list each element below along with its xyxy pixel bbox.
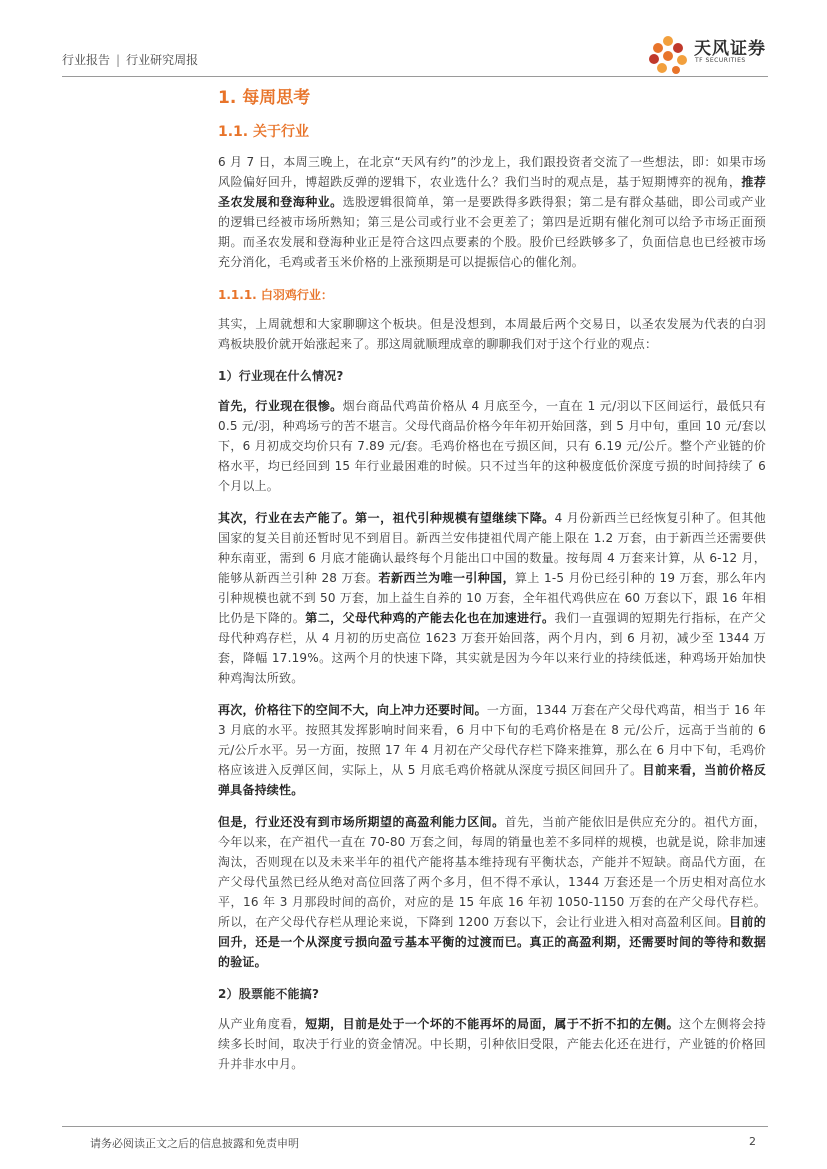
paragraph-broiler-intro: 其实，上周就想和大家聊聊这个板块。但是没想到，本周最后两个交易日，以圣农发展为代表的白羽鸡板块股价就开始涨起来了。那这周就顺理成章的聊聊我们对于这个行业的观点：	[218, 317, 766, 351]
paragraph-first	[218, 396, 766, 496]
bold-run: 目前来看，当前价格反弹具备持续性。	[218, 763, 766, 797]
page-header	[62, 40, 768, 77]
page-footer	[62, 1126, 768, 1150]
text-run: 烟台商品代鸡苗价格从 4 月底至今，一直在 1 元/羽以下区间运行，最低只有 0.5 元/羽，种鸡场亏的苦不堪言。父母代商品价格今年年初开始回落，到 5 月中旬，重回 10 元/套以下，6 月初成交均价只有 7.89 元/套。毛鸡价格也在亏损区间，只有 6.19 元/公斤。整个产业链的价格水平，均已经回到 15 年行业最困难的时候。只不过当年的这种极度低价深度亏损的时间持续了 6 个月以上。	[218, 399, 766, 493]
text-run: 选股逻辑很简单，第一是要跌得多跌得狠；第二是有群众基础，即公司或产业的逻辑已经被市场所熟知；第三是公司或行业不会更差了；第四是近期有催化剂可以给予市场正面预期。而圣农发展和登海种业正是符合这四点要素的个股。股价已经跌够多了，负面信息也已经被市场充分消化，毛鸡或者玉米价格的上涨预期是可以提振信心的催化剂。	[218, 195, 766, 269]
bold-run: 首先，行业现在很惨。	[218, 399, 343, 413]
subsubsection-title: 1.1.1. 白羽鸡行业：	[218, 288, 333, 302]
subcategory-label: 行业研究周报	[126, 53, 199, 67]
section-title: 1. 每周思考	[218, 88, 311, 108]
bold-run: 目前的回升，还是一个从深度亏损向盈亏基本平衡的过渡而已。真正的高盈利期，还需要时间的等待和数据的验证。	[218, 915, 766, 969]
paragraph-third	[218, 700, 766, 800]
bold-run: 其次，行业在去产能了。第一，祖代引种规模有望继续下降。	[218, 511, 555, 525]
bold-run: 若新西兰为唯一引种国，	[378, 571, 515, 585]
text-run: 这个左侧将会持续多长时间，取决于行业的资金情况。中长期，引种依旧受限，产能去化还在进行，产业链的价格回升并非水中月。	[218, 1017, 766, 1071]
text-run: 6 月 7 日，本周三晚上，在北京“天风有约”的沙龙上，我们跟投资者交流了一些想法，即：如果市场风险偏好回升，博超跌反弹的逻辑下，农业选什么？我们当时的观点是，基于短期博弈的视角，	[218, 155, 766, 189]
text-run: 从产业角度看，	[218, 1017, 306, 1031]
category-label: 行业报告	[62, 53, 111, 67]
disclaimer-link: 请务必阅读正文之后的信息披露和免责申明	[90, 1137, 299, 1150]
paragraph-fourth	[218, 812, 766, 972]
paragraph-second	[218, 508, 766, 688]
question-heading-1: 1）行业现在什么情况?	[218, 369, 344, 383]
paragraph-intro	[218, 152, 766, 272]
text-run: 我们一直强调的短期先行指标，在产父母代种鸡存栏，从 4 月初的历史高位 1623 万套开始回落，两个月内，到 6 月初，减少至 1344 万套，降幅 17.19%。这两个月的快速下降，其实就是因为今年以来行业的持续低迷，种鸡场开始加快种鸡淘汰所致。	[218, 611, 766, 685]
paragraph-fifth	[218, 1014, 766, 1074]
bold-run: 短期，目前是处于一个坏的不能再坏的局面，属于不折不扣的左侧。	[305, 1017, 680, 1031]
main-content	[218, 80, 766, 1086]
header-separator: |	[116, 53, 121, 67]
tf-securities-logo	[646, 34, 766, 76]
subsection-title: 1.1. 关于行业	[218, 124, 309, 140]
text-run: 算上 1-5 月份已经引种的 19 万套，那么年内引种规模也就不到 50 万套，加上益生自养的 10 万套，全年祖代鸡供应在 60 万套以下，跟 16 年相比仍是下降的。	[218, 571, 766, 625]
page-number: 2	[749, 1135, 756, 1148]
logo-english: TF SECURITIES	[695, 57, 746, 64]
report-category	[62, 51, 198, 68]
bold-run: 但是，行业还没有到市场所期望的高盈利能力区间。	[218, 815, 505, 829]
logo-name: 天风证券	[694, 39, 766, 59]
question-heading-2: 2）股票能不能搞?	[218, 987, 320, 1001]
bold-run: 推荐圣农发展和登海种业。	[218, 175, 767, 209]
bold-run: 再次，价格往下的空间不大，向上冲力还要时间。	[218, 703, 487, 717]
text-run: 首先，当前产能依旧是供应充分的。祖代方面，今年以来，在产祖代一直在 70-80 万套之间，每周的销量也差不多同样的规模，也就是说，除非加速淘汰，否则现在以及未来半年的祖代产能将基本维持现有平衡状态，产能并不短缺。商品代方面，在产父母代虽然已经从绝对高位回落了两个多月，但不得不承认，1344 万套还是一个历史相对高位水平，16 年 3 月那段时间的高价，对应的是 15 年底 16 年初 1050-1150 万套的在产父母代存栏。所以，在产父母代存栏从理论来说，下降到 1200 万套以下，会让行业进入相对高盈利区间。	[218, 815, 766, 929]
bold-run: 第二，父母代种鸡的产能去化也在加速进行。	[305, 611, 555, 625]
logo-mark-icon	[646, 34, 690, 76]
text-run: 一方面，1344 万套在产父母代鸡苗，相当于 16 年 3 月底的水平。按照其发挥影响时间来看，6 月中下旬的毛鸡价格是在 8 元/公斤，远高于当前的 6 元/公斤水平。另一方面，按照 17 年 4 月初在产父母代存栏下降来推算，那么在 6 月中下旬，毛鸡价格应该进入反弹区间，实际上，从 5 月底毛鸡价格就从深度亏损区间回升了。	[218, 703, 767, 777]
text-run: 4 月份新西兰已经恢复引种了。但其他国家的复关目前还暂时见不到眉目。新西兰安伟捷祖代周产能上限在 1.2 万套，由于新西兰还需要供种东南亚，需到 6 月底才能确认最终每个月能出口中国的数量。按每周 4 万套来计算，从 6-12 月，能够从新西兰引种 28 万套。	[218, 511, 766, 585]
